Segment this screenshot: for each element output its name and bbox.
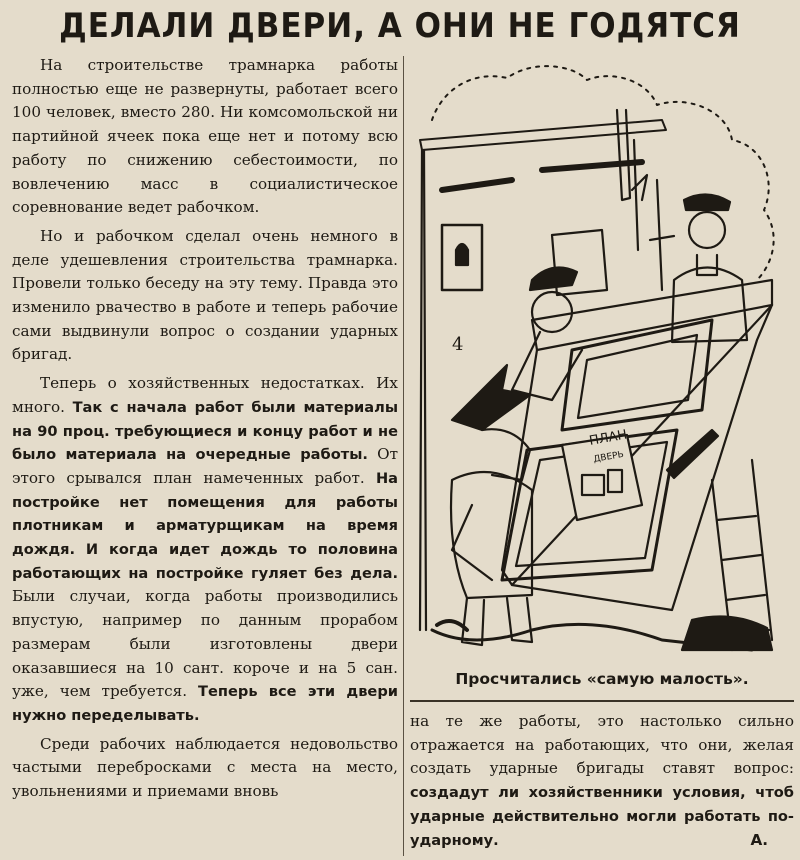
right-text-plain: на те же работы, это настолько сильно отражается на работающих, что они, желая создать ударные бригады ставят вопрос: <box>410 712 794 778</box>
plan-label: ПЛАН <box>588 427 629 449</box>
paragraph-1: На строительстве трамнарка работы полностью еще не развернуты, работает всего 100 человек, вместо 280. Ни комсомольской ни партийной ячеек пока еще нет и потому всю работу по снижению себестоимости, по вовлечению масс в социалистическое соревнование ведет рабочком. <box>12 56 398 217</box>
right-paragraph <box>410 710 794 852</box>
paragraph-3-bold-b: На постройке нет помещения для работы плотникам и арматурщикам на время дождя. И когда идет дождь то половина работающих на постройке гуляет без дела. <box>12 469 399 582</box>
right-text-column <box>410 710 794 852</box>
paragraph-3-text-a: Теперь о хозяйственных недостатках. Их много. <box>12 374 398 416</box>
column-divider <box>403 56 404 856</box>
article-headline: ДЕЛАЛИ ДВЕРИ, А ОНИ НЕ ГОДЯТСЯ <box>59 6 741 46</box>
left-text-column <box>12 54 398 809</box>
author-signature: А. <box>750 830 768 849</box>
right-text-bold: создадут ли хозяйственники условия, чтоб ударные действительно могли работать по-ударному. <box>410 784 794 849</box>
paragraph-2: Но и рабочком сделал очень немного в деле удешевления строительства трамнарка. Провели только беседу на эту тему. Правда это изменило рвачество в работе и теперь рабочие сами выдвинули вопрос о создании ударных бригад. <box>12 226 398 364</box>
paragraph-3-text-b: От этого срывался план намеченных работ. <box>12 445 398 487</box>
plan-sublabel: ДВЕРЬ <box>592 449 625 465</box>
paragraph-4: Среди рабочих наблюдается недовольство частыми перебросками с места на место, увольнениями и приемами вновь <box>12 734 398 801</box>
paragraph-3 <box>12 372 398 728</box>
margin-digit: 4 <box>452 334 464 355</box>
cartoon-caption: Просчитались «самую малость». <box>455 670 749 688</box>
paragraph-3-bold-c: Теперь все эти двери нужно переделывать. <box>12 683 398 724</box>
caption-rule <box>410 700 794 702</box>
cartoon-illustration <box>412 50 792 662</box>
paragraph-3-text-c: Были случаи, когда работы производились впустую, например по данным прорабом размерам были изготовлены двери оказавшиеся на 10 сант. короче и на 5 сан. уже, чем требуется. <box>12 587 398 701</box>
paragraph-3-bold-a: Так с начала работ были материалы на 90 проц. требующиеся и концу работ и не было материала на очередные работы. <box>12 398 399 464</box>
